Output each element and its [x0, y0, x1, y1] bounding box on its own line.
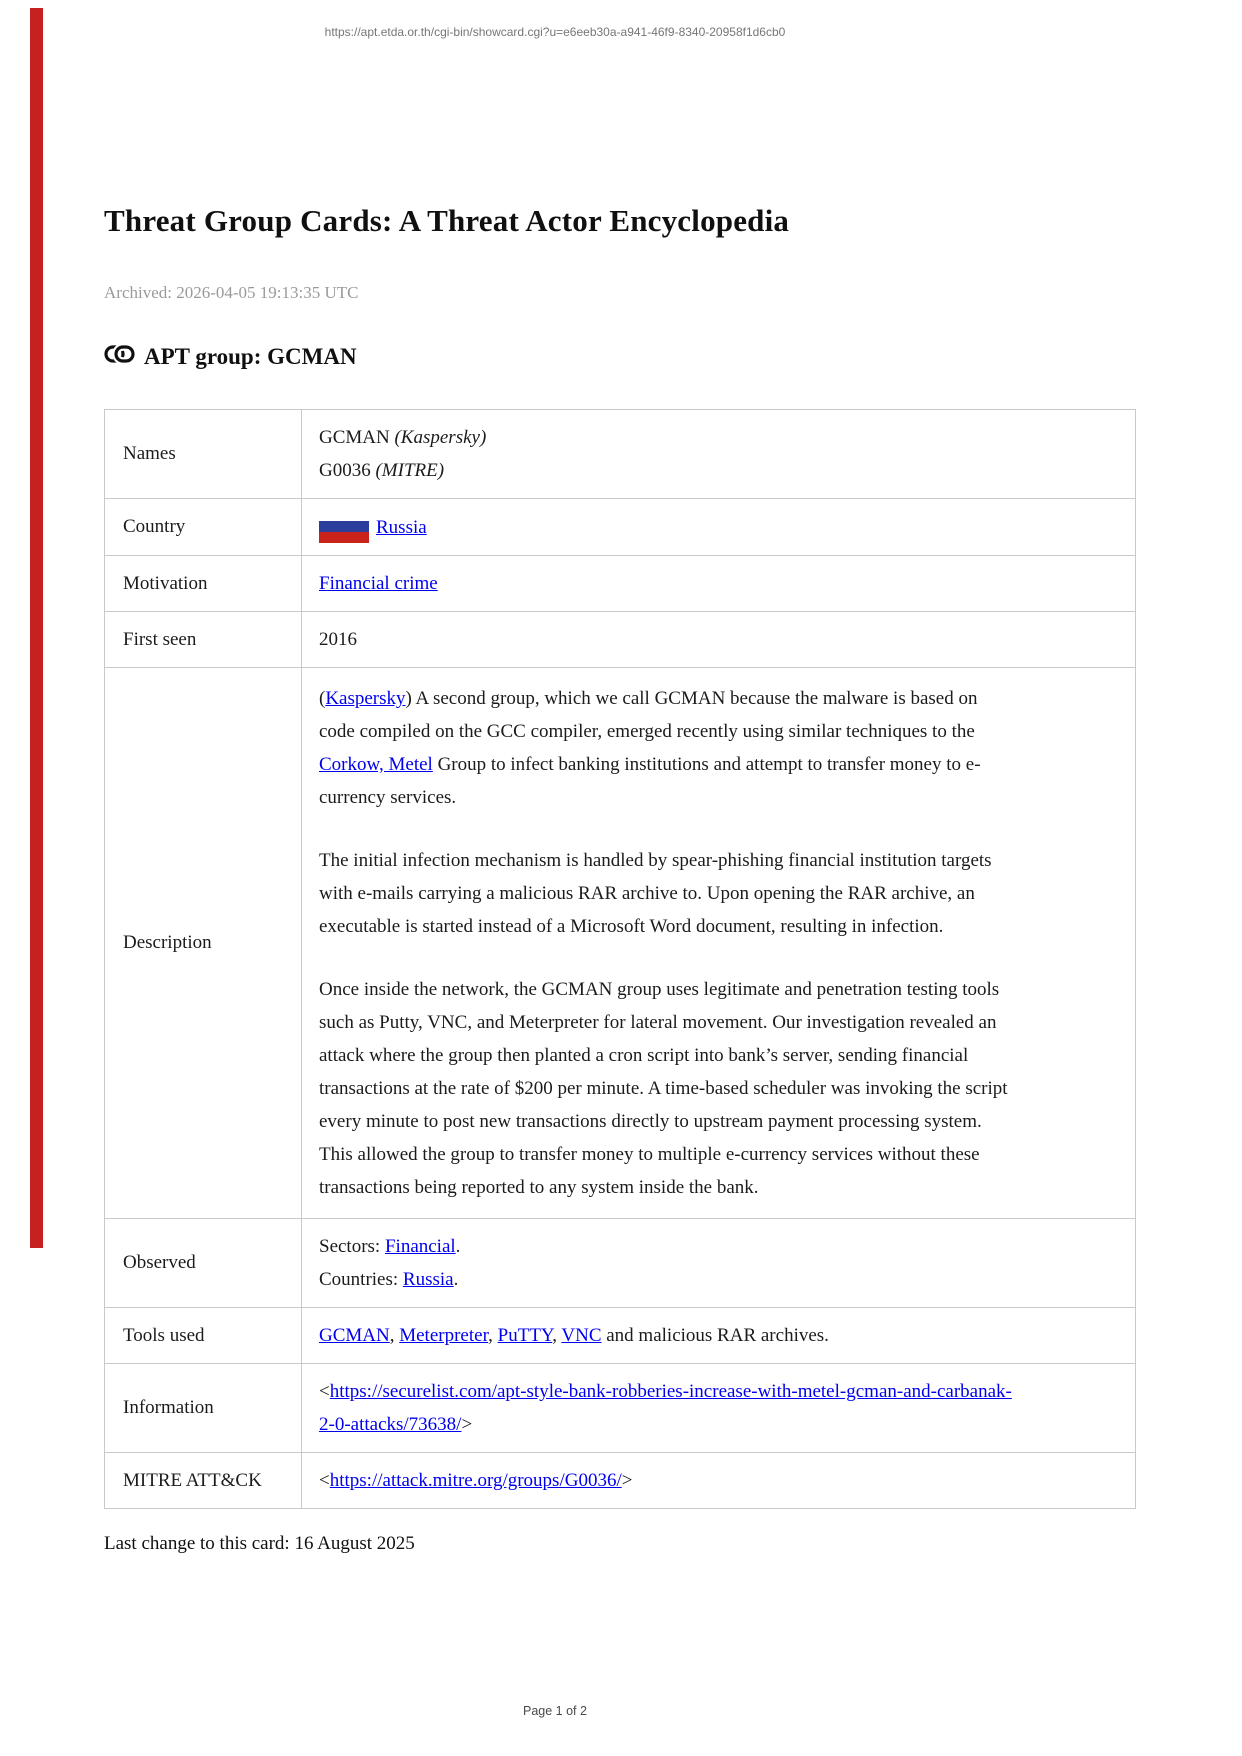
information-value: <https://securelist.com/apt-style-bank-robberies-increase-with-metel-gcman-and-carbanak-2-0-attacks/73638/>	[302, 1364, 1136, 1453]
print-header-url: https://apt.etda.or.th/cgi-bin/showcard.cgi?u=e6eeb30a-a941-46f9-8340-20958f1d6cb0	[324, 25, 786, 39]
archive-red-bar	[30, 8, 43, 1248]
row-country	[105, 499, 1136, 556]
observed-value	[302, 1219, 1136, 1308]
tools-used-label: Tools used	[105, 1308, 302, 1364]
mitre-attack-label: MITRE ATT&CK	[105, 1453, 302, 1509]
tool-gcman-link[interactable]: GCMAN	[319, 1325, 390, 1346]
corkow-metel-link[interactable]: Corkow, Metel	[319, 754, 433, 775]
row-mitre-attack	[105, 1453, 1136, 1509]
row-information	[105, 1364, 1136, 1453]
country-label: Country	[105, 499, 302, 556]
description-paragraph-3: Once inside the network, the GCMAN group uses legitimate and penetration testing tools such as Putty, VNC, and Meterpreter for lateral movement. Our investigation revealed an attack where the group then planted a cron script into bank’s server, sending financial transactions at the rate of $200 per minute. A time-based scheduler was invoking the script every minute to post new transactions directly to upstream payment processing system. This allowed the group to transfer money to multiple e-currency services without these transactions being reported to any system inside the bank.	[319, 979, 1008, 1198]
names-label: Names	[105, 410, 302, 499]
name-entry: G0036 (MITRE)	[319, 460, 445, 481]
first-seen-label: First seen	[105, 612, 302, 668]
section-title: APT group: GCMAN	[144, 344, 357, 369]
permalink-chain-icon[interactable]	[104, 343, 135, 365]
tool-vnc-link[interactable]: VNC	[561, 1325, 602, 1346]
observed-russia-link[interactable]: Russia	[402, 1269, 454, 1290]
description-paragraph-2: The initial infection mechanism is handled by spear-phishing financial institution targets with e-mails carrying a malicious RAR archive to. Upon opening the RAR archive, an executable is started instead of a Microsoft Word document, resulting in infection.	[319, 850, 992, 937]
information-label: Information	[105, 1364, 302, 1453]
russia-flag-icon	[319, 510, 369, 543]
row-names	[105, 410, 1136, 499]
page-title: Threat Group Cards: A Threat Actor Encyclopedia	[104, 203, 790, 238]
threat-card-table	[104, 409, 1136, 1509]
card-area	[104, 409, 1136, 1555]
observed-countries: Countries: Russia.	[319, 1269, 459, 1290]
motivation-value	[302, 556, 1136, 612]
tool-meterpreter-link[interactable]: Meterpreter	[399, 1325, 489, 1346]
page-number: Page 1 of 2	[523, 1704, 587, 1718]
tool-putty-link[interactable]: PuTTY	[497, 1325, 553, 1346]
section-heading	[104, 344, 357, 370]
row-tools-used	[105, 1308, 1136, 1364]
securelist-link[interactable]: https://securelist.com/apt-style-bank-robberies-increase-with-metel-gcman-and-carbanak-2-0-attacks/73638/	[319, 1381, 1012, 1435]
name-entry: GCMAN (Kaspersky)	[319, 427, 487, 448]
mitre-attack-value: <https://attack.mitre.org/groups/G0036/>	[302, 1453, 1136, 1509]
first-seen-value: 2016	[302, 612, 1136, 668]
sector-financial-link[interactable]: Financial	[384, 1236, 456, 1257]
description-label: Description	[105, 668, 302, 1219]
country-value	[302, 499, 1136, 556]
tools-used-value: GCMAN, Meterpreter, PuTTY, VNC and malicious RAR archives.	[302, 1308, 1136, 1364]
observed-sectors: Sectors: Financial.	[319, 1236, 461, 1257]
row-first-seen	[105, 612, 1136, 668]
last-change-note: Last change to this card: 16 August 2025	[104, 1533, 415, 1554]
description-paragraph-1: (Kaspersky) A second group, which we call GCMAN because the malware is based on code compiled on the GCC compiler, emerged recently using similar techniques to the Corkow, Metel Group to infect banking institutions and attempt to transfer money to e-currency services.	[319, 688, 981, 808]
row-motivation	[105, 556, 1136, 612]
kaspersky-link[interactable]: Kaspersky	[325, 688, 406, 709]
motivation-label: Motivation	[105, 556, 302, 612]
names-value	[302, 410, 1136, 499]
description-value	[302, 668, 1136, 1219]
row-description	[105, 668, 1136, 1219]
mitre-group-link[interactable]: https://attack.mitre.org/groups/G0036/	[329, 1470, 622, 1491]
archived-timestamp: Archived: 2026-04-05 19:13:35 UTC	[104, 283, 359, 302]
motivation-link[interactable]: Financial crime	[319, 573, 438, 594]
observed-label: Observed	[105, 1219, 302, 1308]
country-link[interactable]: Russia	[376, 517, 427, 538]
row-observed	[105, 1219, 1136, 1308]
